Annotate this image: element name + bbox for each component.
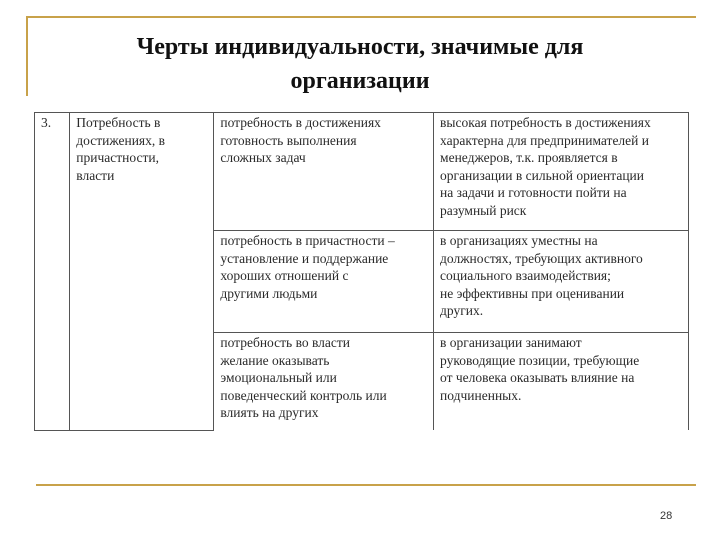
relevance-line: на задачи и готовности пойти на xyxy=(440,185,627,200)
relevance-cell xyxy=(434,231,689,333)
need-line: влиять на других xyxy=(220,405,319,420)
need-line: готовность выполнения xyxy=(220,132,357,148)
trait-line: власти xyxy=(76,167,115,183)
trait-line: причастности, xyxy=(76,150,159,165)
title-line-1: Черты индивидуальности, значимые для xyxy=(136,34,584,60)
left-accent-line xyxy=(26,16,28,96)
traits-table xyxy=(34,112,689,431)
row-number: 3. xyxy=(41,115,52,130)
need-line: хороших отношений с xyxy=(220,268,349,283)
trait-line: достижениях, в xyxy=(76,132,166,148)
relevance-line: характерна для предпринимателей и xyxy=(440,132,649,148)
relevance-line: социального взаимодействия; xyxy=(440,268,611,283)
relevance-line: других. xyxy=(440,303,484,318)
need-line: желание оказывать xyxy=(220,352,330,368)
relevance-line: подчиненных. xyxy=(440,387,522,403)
need-cell xyxy=(214,231,434,333)
top-accent-line xyxy=(26,16,696,18)
relevance-line: руководящие позиции, требующие xyxy=(440,352,640,368)
relevance-line: в организациях уместны на xyxy=(440,233,598,248)
title-line-2: организации xyxy=(290,68,430,94)
relevance-cell xyxy=(434,333,689,431)
row-number-cell xyxy=(35,113,70,431)
table-row xyxy=(35,113,689,231)
relevance-line: не эффективны при оценивании xyxy=(440,285,625,301)
need-line: другими людьми xyxy=(220,285,318,301)
relevance-line: должностях, требующих активного xyxy=(440,250,643,266)
relevance-line: высокая потребность в достижениях xyxy=(440,115,651,130)
relevance-line: менеджеров, т.к. проявляется в xyxy=(440,150,618,165)
need-line: поведенческий контроль или xyxy=(220,387,387,403)
relevance-line: в организации занимают xyxy=(440,335,582,350)
trait-line: Потребность в xyxy=(76,115,161,130)
need-line: эмоциональный или xyxy=(220,370,337,385)
need-cell xyxy=(214,333,434,431)
bottom-accent-line xyxy=(36,484,696,486)
need-line: потребность в достижениях xyxy=(220,115,381,130)
relevance-line: организации в сильной ориентации xyxy=(440,167,644,183)
relevance-line: разумный риск xyxy=(440,202,527,218)
need-line: потребность во власти xyxy=(220,335,351,350)
slide-title xyxy=(40,30,680,98)
need-line: потребность в причастности – xyxy=(220,233,395,248)
relevance-cell xyxy=(434,113,689,231)
need-cell xyxy=(214,113,434,231)
need-line: сложных задач xyxy=(220,150,306,165)
relevance-line: от человека оказывать влияние на xyxy=(440,370,635,385)
page-number: 28 xyxy=(660,510,673,522)
need-line: установление и поддержание xyxy=(220,250,389,266)
trait-cell xyxy=(70,113,214,431)
